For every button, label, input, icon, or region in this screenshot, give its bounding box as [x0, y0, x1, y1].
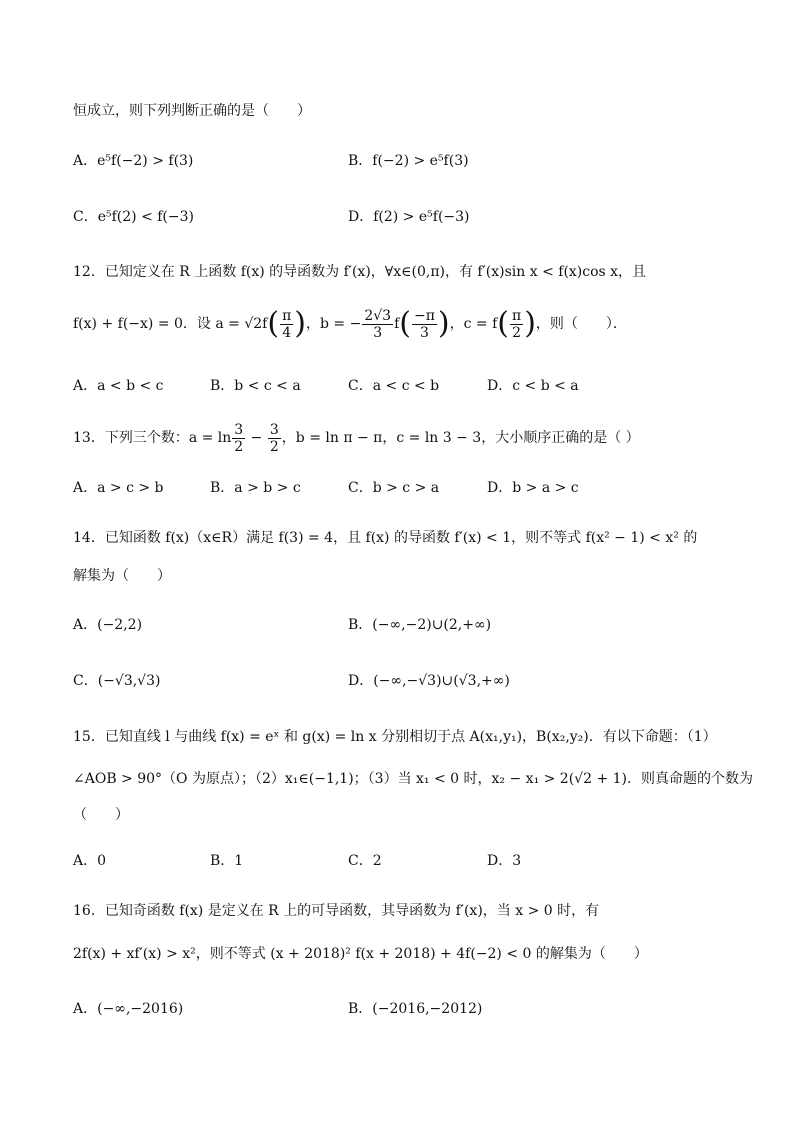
q15-option-d: D．3 — [487, 853, 522, 869]
q11-option-a: A．e⁵f(−2) > f(3) — [73, 153, 194, 169]
q14-option-a: A．(−2,2) — [73, 617, 143, 633]
q15-option-c: C．2 — [348, 853, 382, 869]
q14-stem-line2: 解集为（ ） — [73, 568, 171, 584]
q12-stem-line2: f(x) + f(−x) = 0．设 a = √2f( $\frac{\pi}{4}$ )，b = − $\frac{2√3}{3}$ f( $\frac{-\pi}{3}$ )，c = f( $\frac{\pi}{2}$ )，则（ ）． — [73, 306, 627, 341]
q16-option-a: A．(−∞,−2016) — [73, 1001, 184, 1017]
fraction-pi-over-2: $\frac{\pi}{2}$ — [512, 307, 522, 341]
q16-stem-line2: 2f(x) + xf′(x) > x²，则不等式 (x + 2018)² f(x + 2018) + 4f(−2) < 0 的解集为（ ） — [73, 946, 648, 962]
q14-stem-line1: 14．已知函数 f(x)（x∈R）满足 f(3) = 4，且 f(x) 的导函数 f′(x) < 1，则不等式 f(x² − 1) < x² 的 — [73, 530, 698, 546]
q14-option-d: D．(−∞,−√3)∪(√3,+∞) — [348, 673, 510, 689]
q12-c-pre: ，c = f — [449, 316, 498, 332]
q12-tail: ，则（ ）． — [535, 316, 627, 332]
q12-option-c: C．a < c < b — [348, 378, 440, 394]
fraction-pi-over-4: $\frac{\pi}{4}$ — [282, 307, 292, 341]
q15-option-b: B．1 — [210, 853, 244, 869]
q13-option-a: A．a > c > b — [73, 480, 164, 496]
q16-option-b: B．(−2016,−2012) — [348, 1001, 483, 1017]
q11-option-d: D．f(2) > e⁵f(−3) — [348, 209, 470, 225]
fraction-2sqrt3-over-3: $\frac{2√3}{3}$ — [364, 307, 392, 341]
q15-stem-line3: （ ） — [73, 807, 129, 823]
q13-option-d: D．b > a > c — [487, 480, 579, 496]
q13-stem: 13．下列三个数：a = ln $\frac{3}{2}$ − $\frac{3}{2}$ ，b = ln π − π，c = ln 3 − 3，大小顺序正确的是（ ） — [73, 421, 640, 455]
q12-stem-line1: 12．已知定义在 R 上函数 f(x) 的导函数为 f′(x)，∀x∈(0,π)，有 f′(x)sin x < f(x)cos x，且 — [73, 264, 647, 280]
q15-stem-line1: 15．已知直线 l 与曲线 f(x) = eˣ 和 g(x) = ln x 分别相切于点 A(x₁,y₁)，B(x₂,y₂)．有以下命题：（1） — [73, 729, 717, 745]
q14-option-c: C．(−√3,√3) — [73, 673, 161, 689]
q11-option-b: B．f(−2) > e⁵f(3) — [348, 153, 469, 169]
q12-b-pre: ，b = − — [305, 316, 362, 332]
fraction-negpi-over-3: $\frac{-\pi}{3}$ — [413, 307, 435, 341]
q16-stem-line1: 16．已知奇函数 f(x) 是定义在 R 上的可导函数，其导函数为 f′(x)，当 x > 0 时，有 — [73, 903, 600, 919]
q11-option-c: C．e⁵f(2) < f(−3) — [73, 209, 194, 225]
fraction-3-over-2-a: $\frac{3}{2}$ — [234, 421, 244, 455]
q14-option-b: B．(−∞,−2)∪(2,+∞) — [348, 617, 492, 633]
q12-option-a: A．a < b < c — [73, 378, 164, 394]
q12-line2-pre: f(x) + f(−x) = 0．设 a = √2f — [73, 316, 268, 332]
q12-option-b: B．b < c < a — [210, 378, 301, 394]
q13-option-b: B．a > b > c — [210, 480, 301, 496]
q11-tail: 恒成立，则下列判断正确的是（ ） — [73, 103, 311, 119]
q13-option-c: C．b > c > a — [348, 480, 440, 496]
q15-stem-line2: ∠AOB > 90°（O 为原点）；（2）x₁∈(−1,1)；（3）当 x₁ < 0 时，x₂ − x₁ > 2(√2 + 1)．则真命题的个数为 — [73, 771, 754, 787]
q12-option-d: D．c < b < a — [487, 378, 579, 394]
fraction-3-over-2-b: $\frac{3}{2}$ — [269, 421, 279, 455]
q15-option-a: A．0 — [73, 853, 107, 869]
